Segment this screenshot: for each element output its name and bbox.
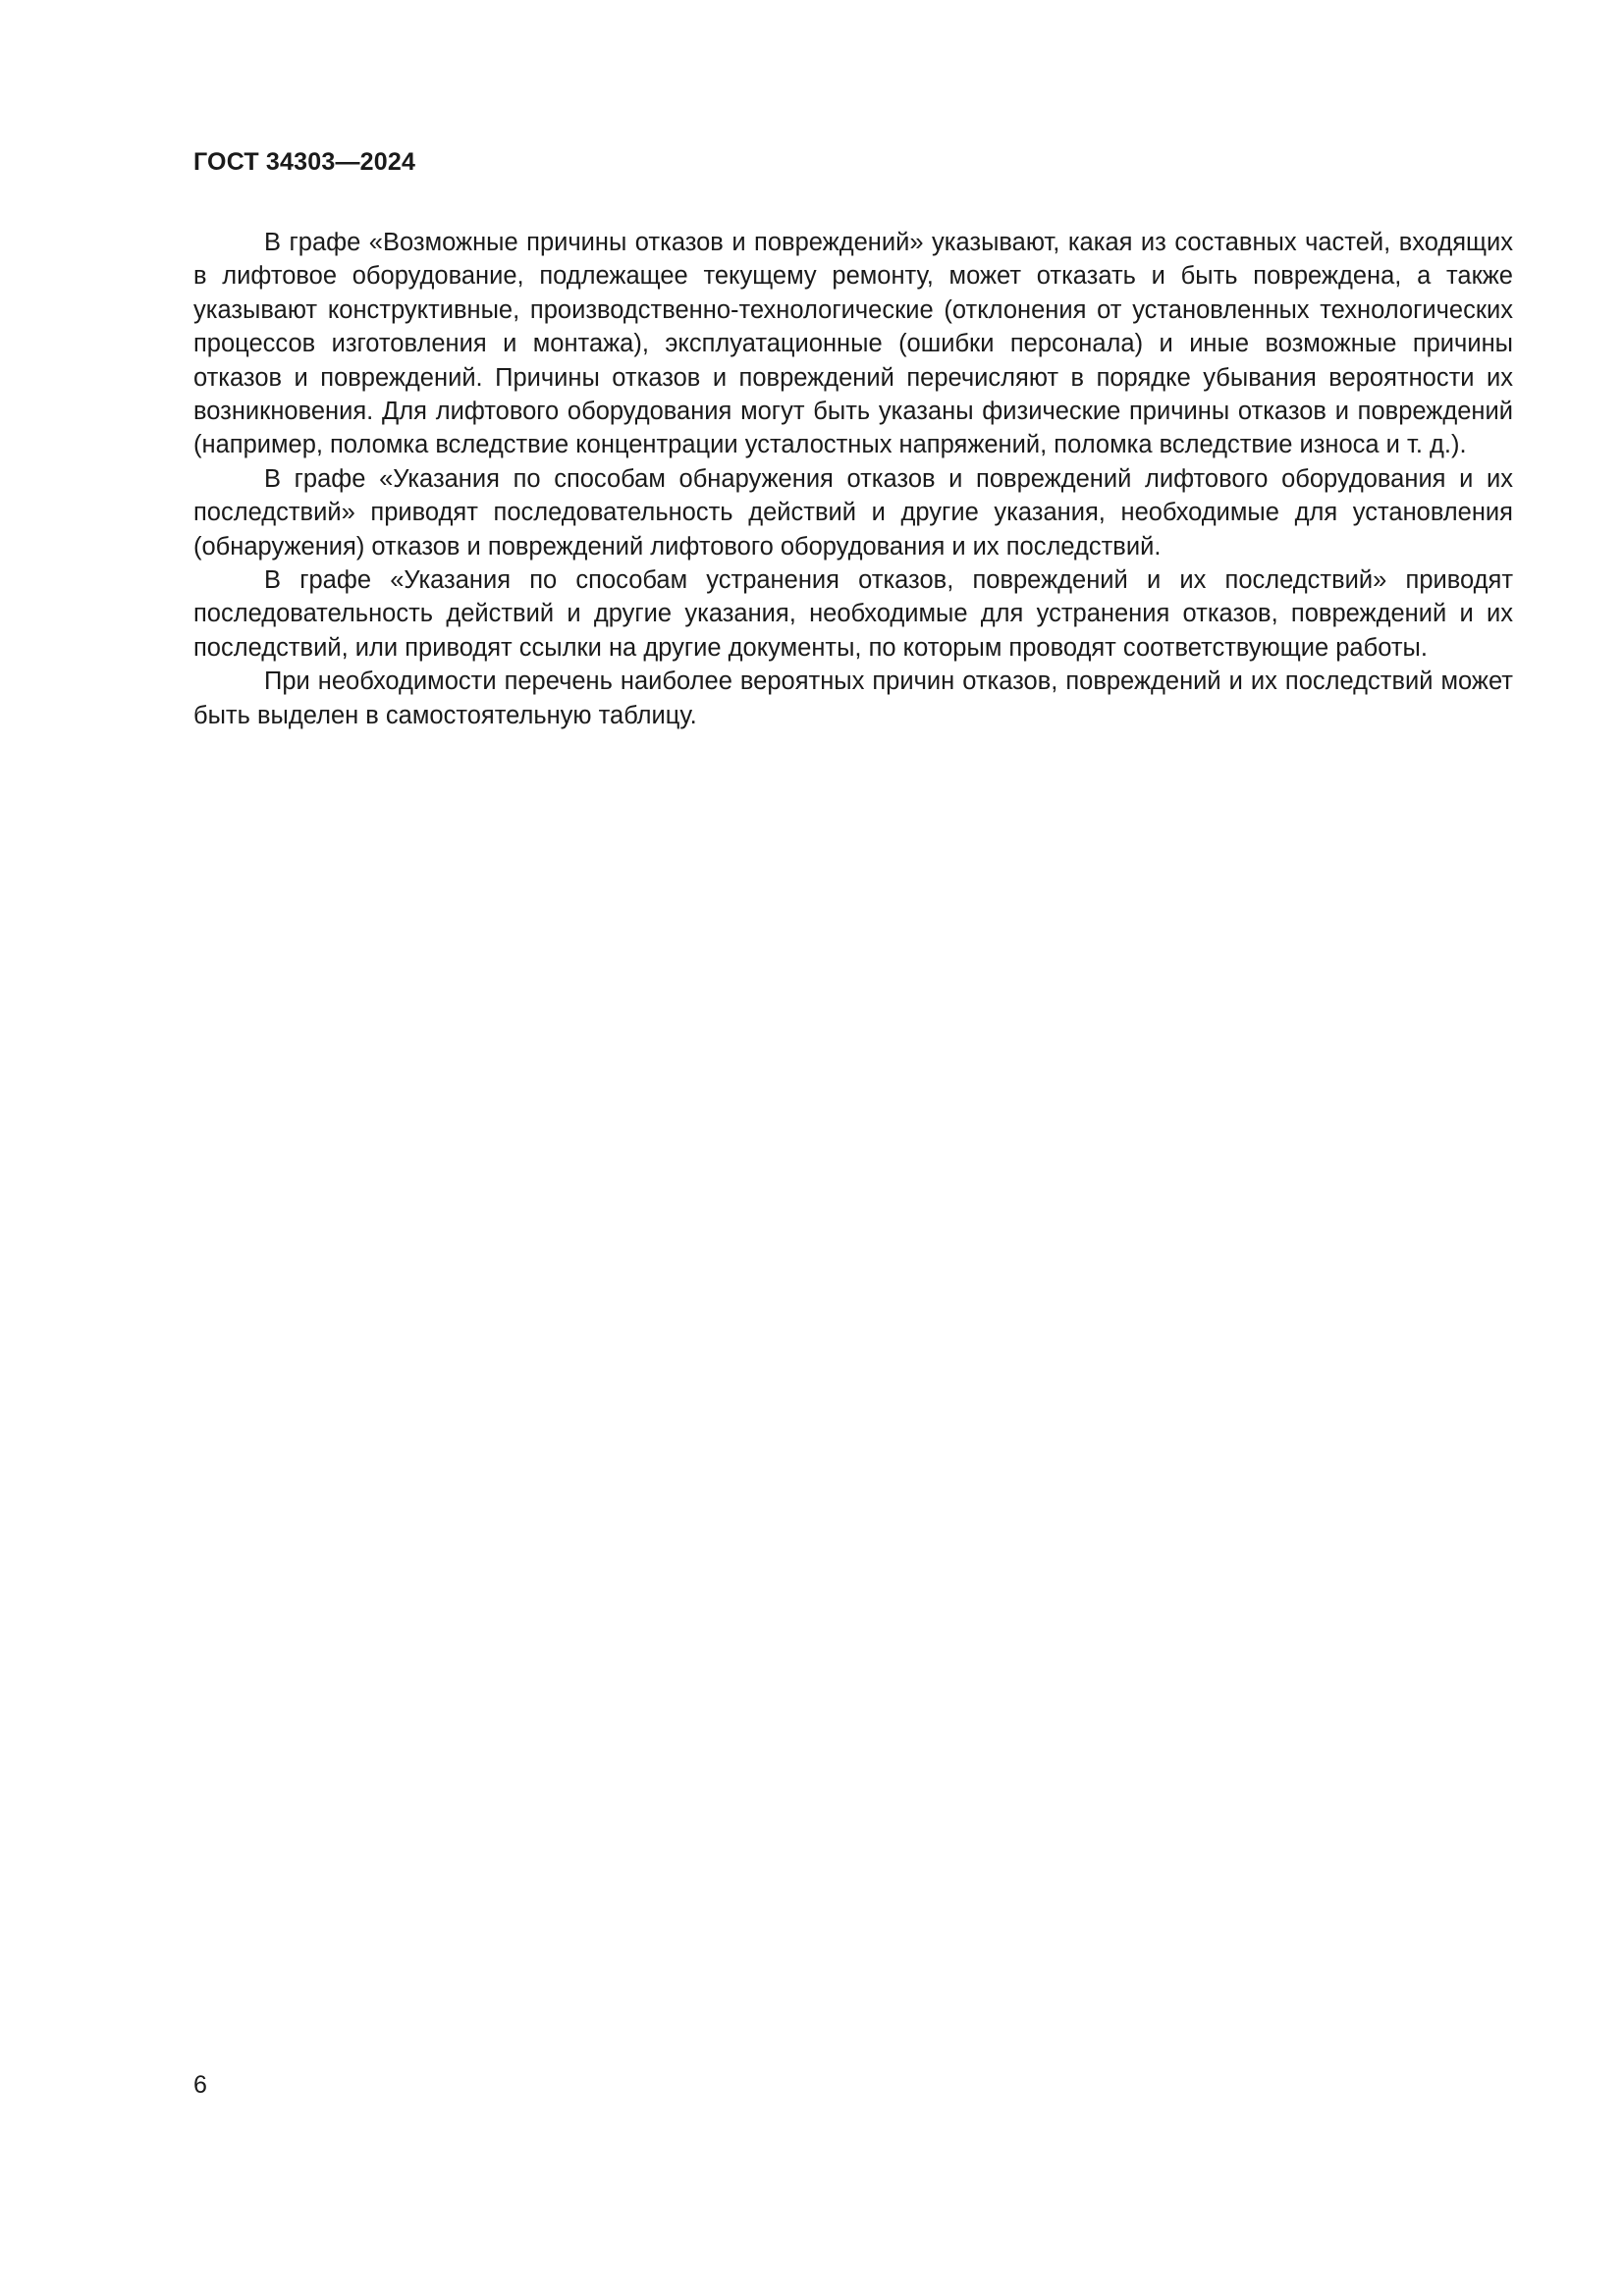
standard-header: ГОСТ 34303—2024 (193, 148, 416, 176)
paragraph: В графе «Указания по способам обнаружения отказов и повреждений лифтового оборудования и их последствий» приводят последовательность действий и другие указания, необходимые для установления (обнаружения) отказов и повреждений лифтового оборудования и их последствий. (193, 464, 1513, 561)
page-number: 6 (193, 2071, 207, 2099)
paragraph: При необходимости перечень наиболее вероятных причин отказов, повреждений и их последствий может быть выделен в самостоятельную таблицу. (193, 667, 1513, 729)
paragraph: В графе «Возможные причины отказов и повреждений» указывают, какая из составных частей, входящих в лифтовое оборудование, подлежащее текущему ремонту, может отказать и быть повреждена, а также указывают конструктивные, производственно-технологические (отклонения от установленных технологических процессов изготовления и монтажа), эксплуатационные (ошибки персонала) и иные возможные причины отказов и повреждений. Причины отказов и повреждений перечисляют в порядке убывания вероятности их возникновения. Для лифтового оборудования могут быть указаны физические причины отказов и повреждений (например, поломка вследствие концентрации усталостных напряжений, поломка вследствие износа и т. д.). (193, 229, 1513, 459)
paragraph: В графе «Указания по способам устранения отказов, повреждений и их последствий» приводят последовательность действий и другие указания, необходимые для устранения отказов, повреждений и их последствий, или приводят ссылки на другие документы, по которым проводят соответствующие работы. (193, 566, 1513, 662)
body-text (193, 226, 1513, 732)
